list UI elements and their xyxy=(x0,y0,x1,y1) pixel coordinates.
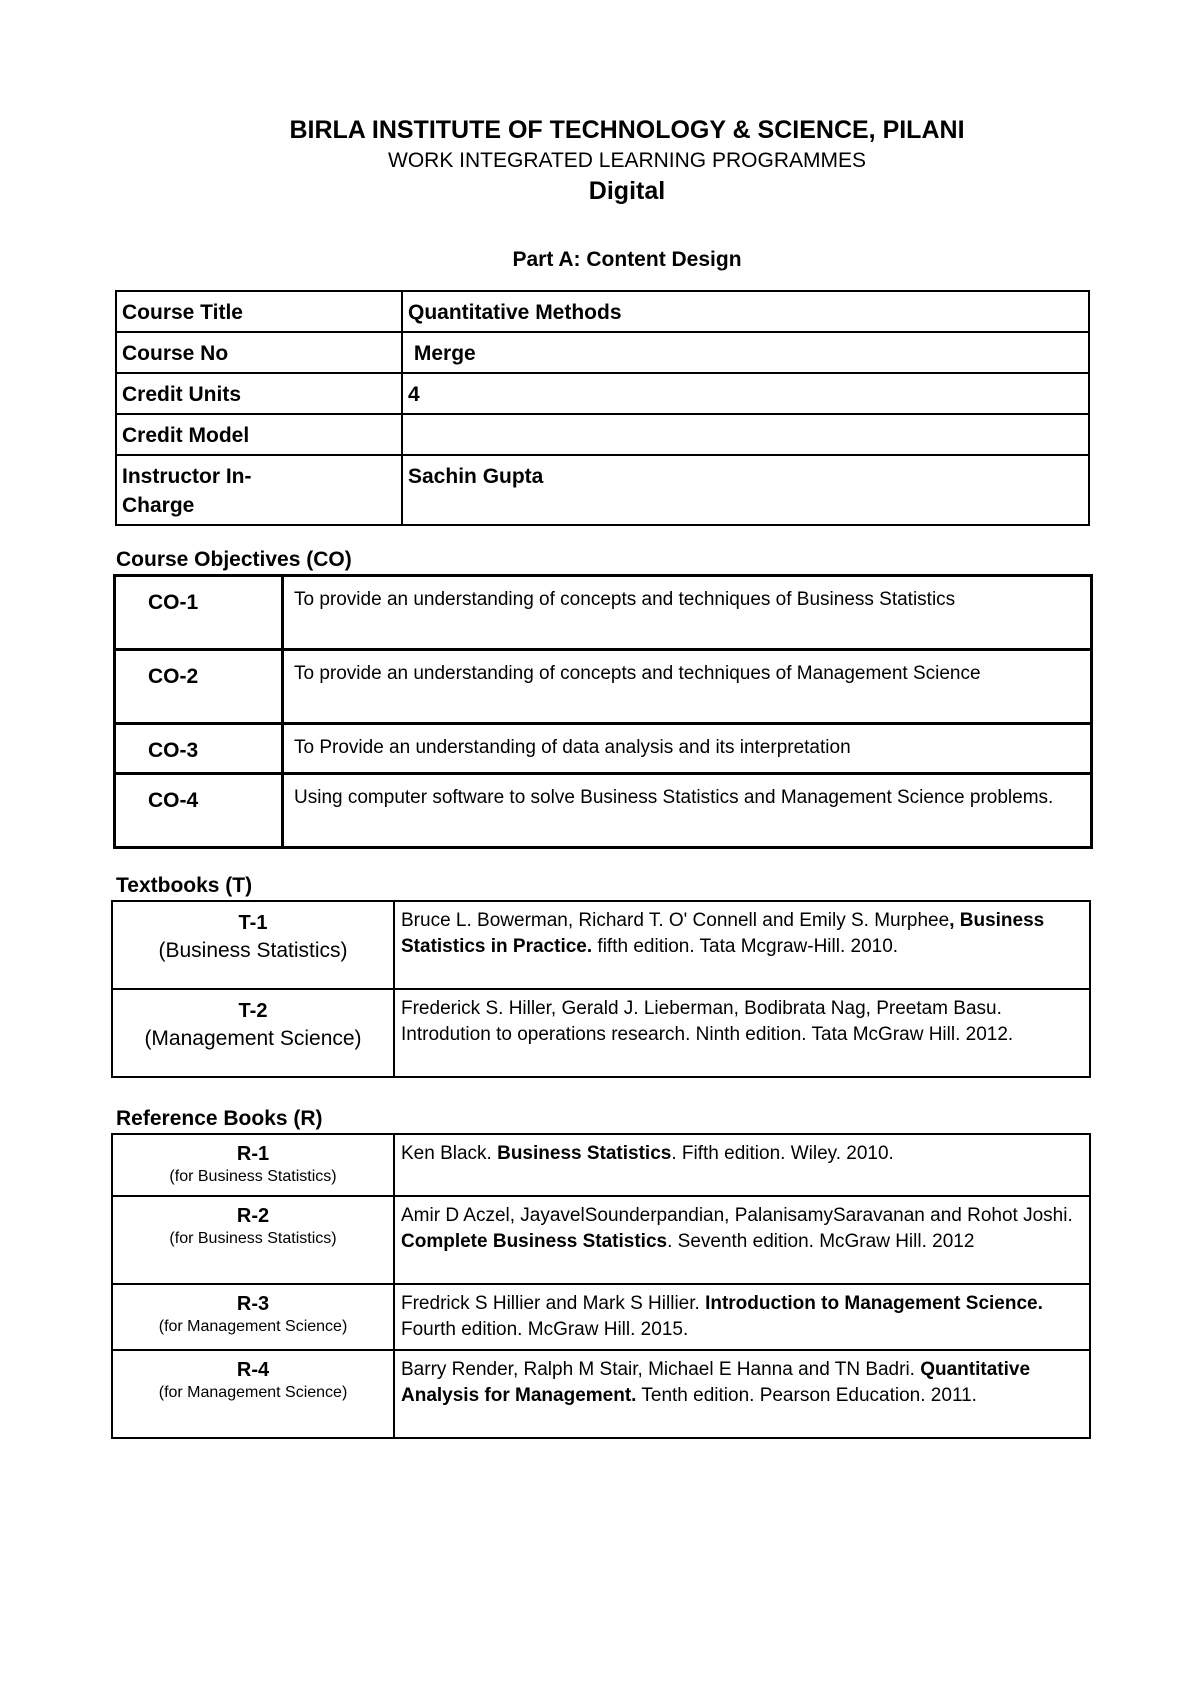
reference-authors: Ken Black. xyxy=(401,1143,498,1164)
reference-subject: (for Business Statistics) xyxy=(169,1230,337,1247)
textbook-title: , Business Statistics in Practice. xyxy=(401,910,1045,957)
co-text: To provide an understanding of concepts and techniques of Business Statistics xyxy=(283,576,1092,650)
instructor-label xyxy=(116,455,402,525)
reference-title: Quantitative Analysis for Management. xyxy=(401,1359,1031,1406)
table-row xyxy=(112,901,1090,989)
textbook-edition: fifth edition. Tata Mcgraw-Hill. 2010. xyxy=(592,936,899,957)
reference-edition: . Fifth edition. Wiley. 2010. xyxy=(671,1143,894,1164)
reference-authors: Barry Render, Ralph M Stair, Michael E Hanna and TN Badri. xyxy=(401,1359,921,1380)
part-heading: Part A: Content Design xyxy=(512,248,742,271)
textbook-subject: (Business Statistics) xyxy=(158,939,348,962)
co-text: Using computer software to solve Business Statistics and Management Science problems. xyxy=(283,774,1092,848)
reference-authors: Amir D Aczel, JayavelSounderpandian, PalanisamySaravanan and Rohot Joshi. xyxy=(401,1205,1073,1226)
co-text: To provide an understanding of concepts and techniques of Management Science xyxy=(283,650,1092,724)
table-row xyxy=(116,373,1089,414)
reference-citation xyxy=(394,1284,1090,1350)
co-code: CO-2 xyxy=(115,650,283,724)
credit-model-label: Credit Model xyxy=(116,414,402,455)
instructor-label-line1: Instructor In- xyxy=(122,465,252,488)
reference-edition: Tenth edition. Pearson Education. 2011. xyxy=(636,1385,977,1406)
table-row xyxy=(112,1134,1090,1196)
textbook-citation: Frederick S. Hiller, Gerald J. Lieberman, Bodibrata Nag, Preetam Basu. Introdution to operations research. Ninth edition. Tata McGraw Hill. 2012. xyxy=(394,989,1090,1077)
table-row xyxy=(115,576,1092,650)
co-code: CO-3 xyxy=(115,724,283,774)
textbook-code: T-2 xyxy=(238,1000,268,1022)
reference-subject: (for Management Science) xyxy=(158,1384,348,1401)
reference-code-cell xyxy=(112,1350,394,1438)
course-no-value xyxy=(402,332,1089,373)
course-no-label: Course No xyxy=(116,332,402,373)
co-code: CO-4 xyxy=(115,774,283,848)
reference-code-cell xyxy=(112,1134,394,1196)
credit-units-label: Credit Units xyxy=(116,373,402,414)
reference-code: R-1 xyxy=(236,1143,270,1165)
reference-subject: (for Management Science) xyxy=(158,1318,348,1335)
reference-code-cell xyxy=(112,1196,394,1284)
instructor-value: Sachin Gupta xyxy=(402,455,1089,525)
reference-citation xyxy=(394,1134,1090,1196)
textbook-code: T-1 xyxy=(238,912,268,934)
reference-code-cell xyxy=(112,1284,394,1350)
reference-citation xyxy=(394,1196,1090,1284)
reference-authors: Fredrick S Hillier and Mark S Hillier. xyxy=(401,1293,706,1314)
institute-title: BIRLA INSTITUTE OF TECHNOLOGY & SCIENCE, PILANI xyxy=(289,116,965,144)
course-title-value: Quantitative Methods xyxy=(402,291,1089,332)
textbook-code-cell xyxy=(112,989,394,1077)
reference-code: R-4 xyxy=(236,1359,270,1381)
references-heading: Reference Books (R) xyxy=(116,1107,323,1130)
table-row xyxy=(116,455,1089,525)
co-code: CO-1 xyxy=(115,576,283,650)
instructor-label-line2: Charge xyxy=(122,494,195,517)
table-row xyxy=(116,332,1089,373)
course-title-label: Course Title xyxy=(116,291,402,332)
reference-edition: . Seventh edition. McGraw Hill. 2012 xyxy=(667,1231,975,1252)
co-text: To Provide an understanding of data analysis and its interpretation xyxy=(283,724,1092,774)
table-row xyxy=(116,291,1089,332)
textbooks-table xyxy=(111,900,1091,1078)
table-row xyxy=(115,650,1092,724)
textbook-citation xyxy=(394,901,1090,989)
mode-title: Digital xyxy=(588,177,666,205)
reference-code: R-2 xyxy=(236,1205,270,1227)
textbook-authors: Bruce L. Bowerman, Richard T. O' Connell and Emily S. Murphee xyxy=(401,910,950,931)
programme-title: WORK INTEGRATED LEARNING PROGRAMMES xyxy=(388,149,866,172)
references-table xyxy=(111,1133,1091,1439)
reference-code: R-3 xyxy=(236,1293,270,1315)
reference-edition: Fourth edition. McGraw Hill. 2015. xyxy=(401,1319,689,1340)
objectives-heading: Course Objectives (CO) xyxy=(116,548,352,571)
textbook-code-cell xyxy=(112,901,394,989)
course-info-table xyxy=(115,290,1090,526)
course-no-text: Merge xyxy=(413,342,476,365)
table-row xyxy=(115,724,1092,774)
objectives-table xyxy=(113,574,1093,849)
textbook-subject: (Management Science) xyxy=(144,1027,362,1050)
table-row xyxy=(116,414,1089,455)
table-row xyxy=(112,1350,1090,1438)
table-row xyxy=(112,1196,1090,1284)
table-row xyxy=(115,774,1092,848)
reference-subject: (for Business Statistics) xyxy=(169,1168,337,1185)
table-row xyxy=(112,989,1090,1077)
reference-citation xyxy=(394,1350,1090,1438)
reference-title: Business Statistics xyxy=(497,1143,672,1164)
credit-model-value xyxy=(402,414,1089,455)
reference-title: Complete Business Statistics xyxy=(401,1231,668,1252)
reference-title: Introduction to Management Science. xyxy=(705,1293,1043,1314)
credit-units-value: 4 xyxy=(402,373,1089,414)
textbooks-heading: Textbooks (T) xyxy=(116,874,253,897)
table-row xyxy=(112,1284,1090,1350)
